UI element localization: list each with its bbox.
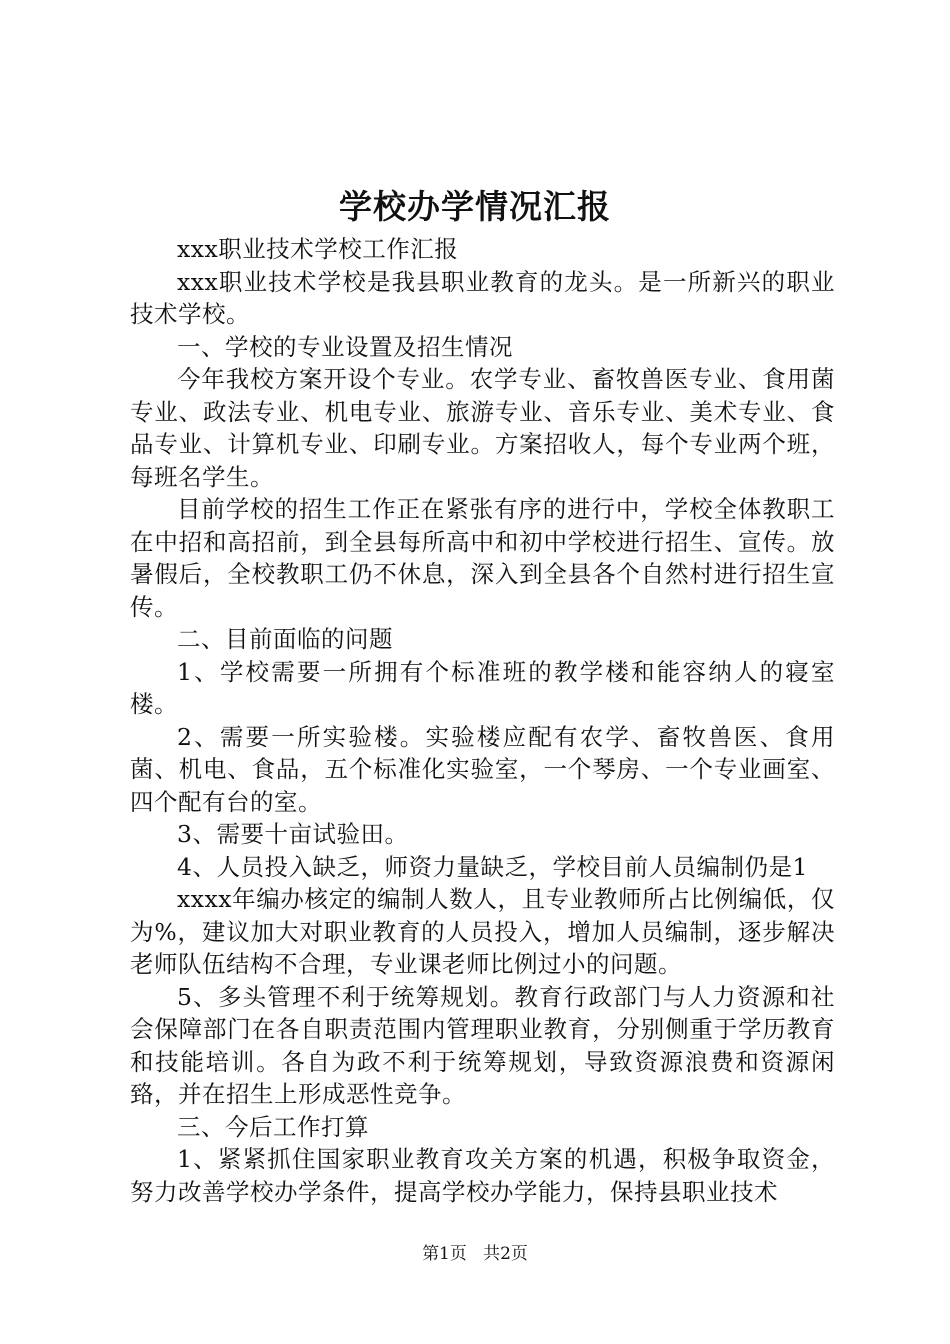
paragraph: 5、多头管理不利于统筹规划。教育行政部门与人力资源和社会保障部门在各自职责范围内管理职业教育，分别侧重于学历教育和技能培训。各自为政不利于统筹规划，导致资源浪费和资源闲臵，并在招生上形成恶性竞争。 <box>130 982 835 1108</box>
section-heading: 三、今后工作打算 <box>177 1112 369 1141</box>
paragraph: 1、紧紧抓住国家职业教育攻关方案的机遇，积极争取资金，努力改善学校办学条件，提高学校办学能力，保持县职业技术 <box>130 1145 835 1206</box>
page-total: 共2页 <box>483 1244 528 1264</box>
paragraph: 目前学校的招生工作正在紧张有序的进行中，学校全体教职工在中招和高招前，到全县每所高中和初中学校进行招生、宣传。放暑假后，全校教职工仍不休息，深入到全县各个自然村进行招生宣传。 <box>130 495 835 621</box>
paragraph: 1、学校需要一所拥有个标准班的教学楼和能容纳人的寝室楼。 <box>130 657 835 718</box>
section-heading: 一、学校的专业设置及招生情况 <box>177 332 513 361</box>
paragraph: 今年我校方案开设个专业。农学专业、畜牧兽医专业、食用菌专业、政法专业、机电专业、旅游专业、音乐专业、美术专业、食品专业、计算机专业、印刷专业。方案招收人，每个专业两个班，每班名学生。 <box>130 365 835 491</box>
paragraph: 2、需要一所实验楼。实验楼应配有农学、畜牧兽医、食用菌、机电、食品，五个标准化实验室，一个琴房、一个专业画室、四个配有台的室。 <box>130 722 835 816</box>
paragraph: xxx职业技术学校工作汇报 <box>177 235 459 263</box>
page-footer <box>0 1242 950 1266</box>
document-body <box>130 233 835 1208</box>
document-title: 学校办学情况汇报 <box>339 187 611 226</box>
paragraph: 3、需要十亩试验田。 <box>177 820 409 848</box>
paragraph: xxx职业技术学校是我县职业教育的龙头。是一所新兴的职业技术学校。 <box>130 267 835 328</box>
paragraph: 4、人员投入缺乏，师资力量缺乏，学校目前人员编制仍是1 <box>177 852 808 881</box>
page-number: 第1页 <box>422 1244 467 1264</box>
paragraph: xxxx年编办核定的编制人数人，且专业教师所占比例编低，仅为%，建议加大对职业教育的人员投入，增加人员编制，逐步解决老师队伍结构不合理，专业课老师比例过小的问题。 <box>130 885 835 978</box>
section-heading: 二、目前面临的问题 <box>177 625 393 653</box>
